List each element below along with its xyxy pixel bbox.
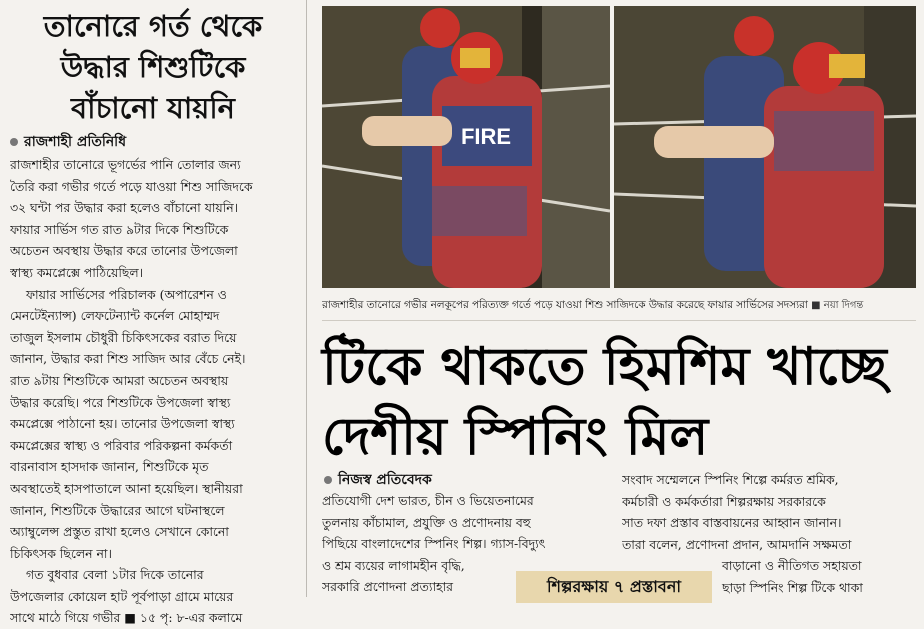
- text-line: ছাড়া স্পিনিং শিল্প টিকে থাকা: [722, 579, 863, 595]
- fire-vest-text: FIRE: [460, 124, 512, 149]
- text-line: ও শ্রম ব্যয়ের লাগামহীন বৃদ্ধি,: [322, 557, 465, 573]
- column-divider: [306, 0, 307, 597]
- text-line: জানান, শিশুটিকে উদ্ধারের আগে ঘটনাস্থলে: [10, 502, 225, 518]
- text-line: মেনটেইন্যান্স) লেফটেন্যান্ট কর্নেল মোহাম্মদ: [10, 308, 220, 324]
- text-line: কর্মচারী ও কর্মকর্তারা শিল্পরক্ষায় সরকারকে: [622, 493, 826, 509]
- text-line: তুলনায় কাঁচামাল, প্রযুক্তি ও প্রণোদনায় বহু: [322, 514, 531, 530]
- photo-credit: ■ নয়া দিগন্ত: [811, 300, 864, 311]
- text-line: চিকিৎসক ছিলেন না।: [10, 545, 112, 561]
- text-line: ফায়ার সার্ভিস গত রাত ৯টার দিকে শিশুটিকে: [10, 221, 229, 237]
- text-line: উপজেলার কোয়েল হাট পূর্বপাড়া গ্রামে মায়ের: [10, 588, 234, 604]
- text-line: তাজুল ইসলাম চৌধুরী চিকিৎসকের বরাত দিয়ে: [10, 329, 237, 345]
- text-line: অবস্থাতেই হাসপাতালে আনা হয়েছিল। স্থানীয়রা: [10, 480, 243, 496]
- rescue-photo-left: [322, 6, 610, 288]
- text-line: সাত দফা প্রস্তাব বাস্তবায়নের আহ্বান জানান।: [622, 515, 842, 531]
- left-article-byline: [10, 130, 126, 154]
- paragraph: [10, 284, 298, 565]
- text-line: সংবাদ সম্মেলনে স্পিনিং শিল্পে কর্মরত শ্রমিক,: [622, 472, 839, 487]
- headline-line: তানোরে গর্ত থেকে: [43, 9, 263, 43]
- text-line: গত বুধবার বেলা ১টার দিকে তানোর: [26, 567, 204, 583]
- text-line: প্রতিযোগী দেশ ভারত, চীন ও ভিয়েতনামের: [322, 493, 534, 508]
- main-article-headline: [322, 332, 916, 472]
- text-line: তারা বলেন, প্রণোদনা প্রদান, আমদানি সক্ষমতা: [622, 536, 852, 552]
- left-article-headline: [8, 6, 298, 129]
- main-article-byline: [324, 468, 432, 492]
- byline-text: নিজস্ব প্রতিবেদক: [338, 472, 432, 488]
- headline-line: টিকে থাকতে হিমশিম খাচ্ছে: [322, 337, 887, 397]
- proposals-tag: শিল্পরক্ষায় ৭ প্রস্তাবনা: [516, 571, 712, 603]
- text-line: উদ্ধার করেছি। পরে শিশুটিকে উপজেলা স্বাস্থ্য: [10, 394, 231, 410]
- bullet-icon: [10, 138, 18, 146]
- byline-text: রাজশাহী প্রতিনিধি: [24, 134, 127, 150]
- headline-line: বাঁচানো যায়নি: [71, 91, 235, 125]
- photo-caption: [322, 298, 916, 316]
- text-line: জানান, উদ্ধার করা শিশু সাজিদ আর বেঁচে নেই।: [10, 351, 246, 367]
- caption-text: রাজশাহীর তানোরে গভীর নলকূপের পরিত্যক্ত গর্তে পড়ে যাওয়া শিশু সাজিদকে উদ্ধার করেছে ফায়ার সার্ভিসের সদস্যরা: [322, 299, 808, 311]
- section-divider: [322, 320, 916, 321]
- headline-line: দেশীয় স্পিনিং মিল: [322, 407, 709, 467]
- text-line: অ্যাম্বুলেন্স প্রস্তুত রাখা হলেও সেখানে কোনো: [10, 524, 229, 540]
- text-line: পিছিয়ে বাংলাদেশের স্পিনিং শিল্প। গ্যাস-বিদ্যুৎ: [322, 536, 546, 552]
- text-line: রাজশাহীর তানোরে ভূগর্ভের পানি তোলার জন্য: [10, 157, 241, 172]
- text-line: ৩২ ঘন্টা পর উদ্ধার করা হলেও বাঁচানো যায়নি।: [10, 200, 239, 216]
- headline-line: উদ্ধার শিশুটিকে: [60, 50, 246, 84]
- text-line: বারনাবাস হাসদাক জানান, শিশুটিকে মৃত: [10, 459, 209, 475]
- rescue-photo-right: [614, 6, 916, 288]
- paragraph: [10, 154, 298, 284]
- text-line: বাড়ানো ও নীতিগত সহায়তা: [722, 558, 862, 574]
- text-line: তৈরি করা গভীর গর্তে পড়ে যাওয়া শিশু সাজিদকে: [10, 178, 253, 194]
- text-line: কমপ্লেক্সে পাঠানো হয়। তানোর উপজেলা স্বাস্থ্য: [10, 416, 235, 432]
- text-line: স্বাস্থ্য কমপ্লেক্সে পাঠিয়েছিল।: [10, 264, 144, 280]
- text-line: সরকারি প্রণোদনা প্রত্যাহার: [322, 579, 453, 595]
- text-line: অচেতন অবস্থায় উদ্ধার করে তানোর উপজেলা: [10, 243, 238, 259]
- left-article-body: [10, 154, 298, 629]
- text-line: ফায়ার সার্ভিসের পরিচালক (অপারেশন ও: [26, 286, 227, 302]
- bullet-icon: [324, 476, 332, 484]
- text-line: সাথে মাঠে গিয়ে গভীর ■ ১৫ পৃ: ৮-এর কলামে: [10, 610, 243, 626]
- text-line: রাত ৯টায় শিশুটিকে আমরা অচেতন অবস্থায়: [10, 372, 229, 388]
- text-line: কমপ্লেক্সের স্বাস্থ্য ও পরিবার পরিকল্পনা কর্মকর্তা: [10, 437, 233, 453]
